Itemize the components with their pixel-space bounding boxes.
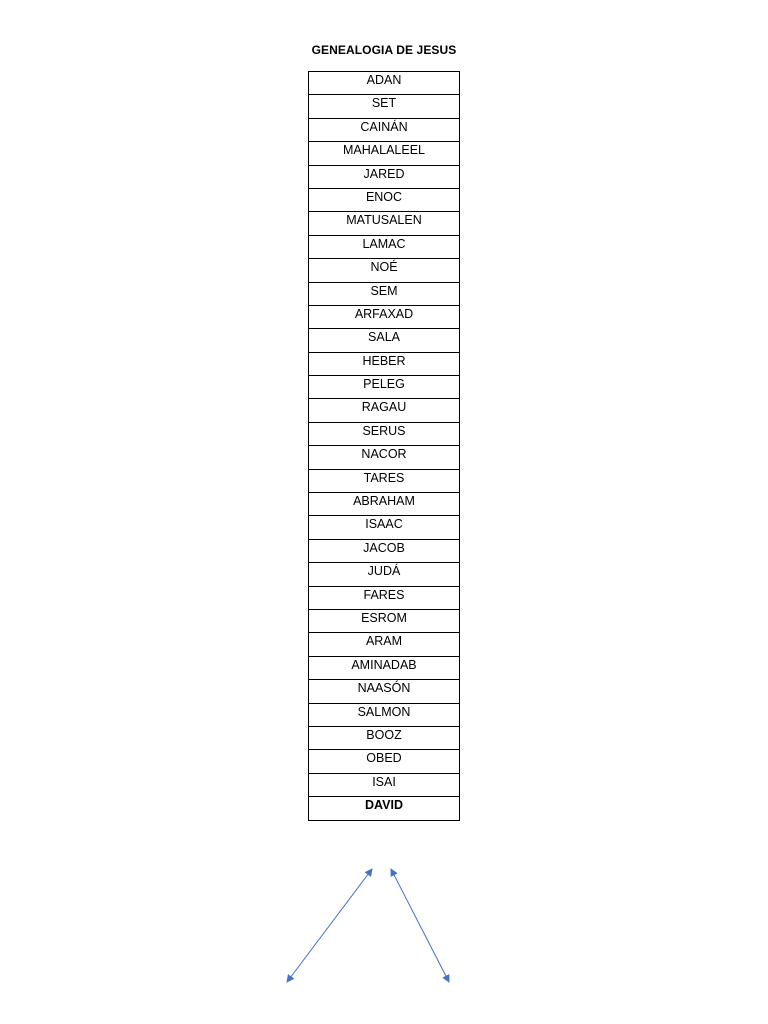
table-row bbox=[309, 539, 460, 562]
table-row bbox=[309, 609, 460, 632]
table-row bbox=[309, 188, 460, 211]
genealogy-name-cell: FARES bbox=[309, 586, 460, 609]
genealogy-name-cell: AMINADAB bbox=[309, 656, 460, 679]
genealogy-name-cell: NOÉ bbox=[309, 259, 460, 282]
document-title: GENEALOGIA DE JESUS bbox=[311, 43, 457, 57]
table-row bbox=[309, 469, 460, 492]
genealogy-name-cell: NACOR bbox=[309, 446, 460, 469]
genealogy-name-cell: ISAI bbox=[309, 773, 460, 796]
table-row bbox=[309, 72, 460, 95]
genealogy-name-cell: ABRAHAM bbox=[309, 493, 460, 516]
table-row bbox=[309, 656, 460, 679]
table-row bbox=[309, 516, 460, 539]
table-row bbox=[309, 446, 460, 469]
genealogy-name-cell: DAVID bbox=[309, 797, 460, 820]
genealogy-name-cell: OBED bbox=[309, 750, 460, 773]
genealogy-name-cell: SALA bbox=[309, 329, 460, 352]
table-row bbox=[309, 235, 460, 258]
table-row bbox=[309, 212, 460, 235]
table-row bbox=[309, 352, 460, 375]
genealogy-name-cell: MATUSALEN bbox=[309, 212, 460, 235]
table-row bbox=[309, 797, 460, 820]
genealogy-name-cell: ADAN bbox=[309, 72, 460, 95]
genealogy-name-cell: ENOC bbox=[309, 188, 460, 211]
table-row bbox=[309, 376, 460, 399]
genealogy-name-cell: JARED bbox=[309, 165, 460, 188]
genealogy-name-cell: TARES bbox=[309, 469, 460, 492]
genealogy-name-cell: ARFAXAD bbox=[309, 305, 460, 328]
table-row bbox=[309, 726, 460, 749]
genealogy-name-cell: SALMON bbox=[309, 703, 460, 726]
genealogy-name-cell: JUDÁ bbox=[309, 563, 460, 586]
table-row bbox=[309, 282, 460, 305]
table-row bbox=[309, 493, 460, 516]
genealogy-name-cell: RAGAU bbox=[309, 399, 460, 422]
genealogy-name-cell: NAASÓN bbox=[309, 680, 460, 703]
table-row bbox=[309, 586, 460, 609]
table-row bbox=[309, 165, 460, 188]
table-row bbox=[309, 399, 460, 422]
table-row bbox=[309, 259, 460, 282]
right-branch-arrow bbox=[391, 869, 449, 982]
table-row bbox=[309, 142, 460, 165]
table-row bbox=[309, 750, 460, 773]
genealogy-table-body bbox=[309, 72, 460, 821]
genealogy-name-cell: ESROM bbox=[309, 609, 460, 632]
table-row bbox=[309, 305, 460, 328]
table-row bbox=[309, 118, 460, 141]
genealogy-name-cell: SERUS bbox=[309, 422, 460, 445]
table-row bbox=[309, 680, 460, 703]
genealogy-name-cell: BOOZ bbox=[309, 726, 460, 749]
genealogy-name-cell: CAINÁN bbox=[309, 118, 460, 141]
genealogy-name-cell: HEBER bbox=[309, 352, 460, 375]
table-row bbox=[309, 422, 460, 445]
table-row bbox=[309, 633, 460, 656]
genealogy-name-cell: LAMAC bbox=[309, 235, 460, 258]
genealogy-table bbox=[308, 71, 460, 821]
table-row bbox=[309, 95, 460, 118]
genealogy-name-cell: JACOB bbox=[309, 539, 460, 562]
table-row bbox=[309, 563, 460, 586]
genealogy-name-cell: ARAM bbox=[309, 633, 460, 656]
table-row bbox=[309, 773, 460, 796]
genealogy-name-cell: SEM bbox=[309, 282, 460, 305]
table-row bbox=[309, 703, 460, 726]
genealogy-name-cell: ISAAC bbox=[309, 516, 460, 539]
genealogy-name-cell: PELEG bbox=[309, 376, 460, 399]
left-branch-arrow bbox=[287, 869, 372, 982]
genealogy-name-cell: MAHALALEEL bbox=[309, 142, 460, 165]
table-row bbox=[309, 329, 460, 352]
genealogy-name-cell: SET bbox=[309, 95, 460, 118]
